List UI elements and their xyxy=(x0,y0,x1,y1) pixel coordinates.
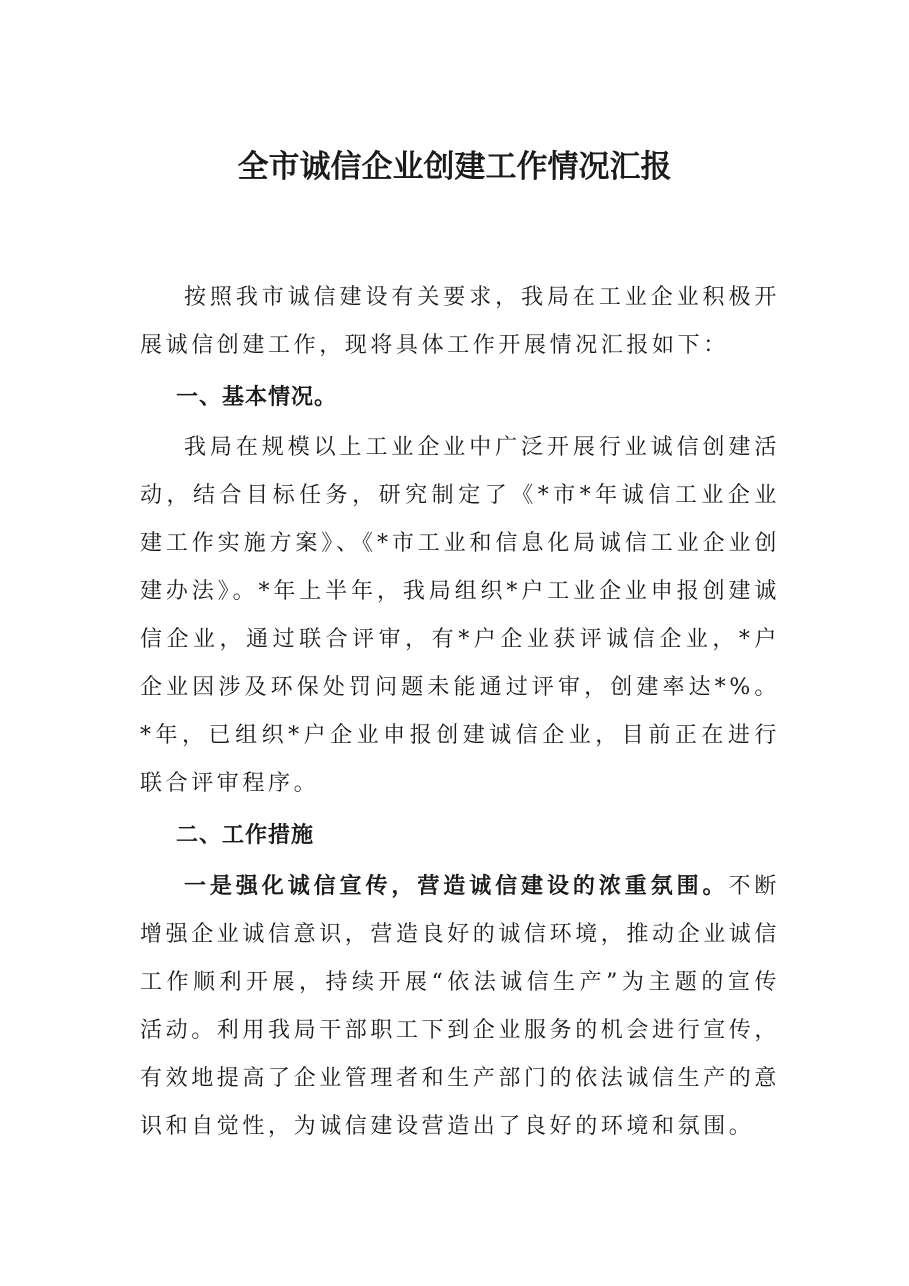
measure-lead-text: 一是强化诚信宣传，营造诚信建设的浓重氛围。 xyxy=(184,873,729,899)
section-heading-basic: 一、基本情况。 xyxy=(176,384,338,410)
document-title: 全市诚信企业创建工作情况汇报 xyxy=(237,149,672,185)
section-basic-paragraph: 我局在规模以上工业企业中广泛开展行业诚信创建活动，结合目标任务，研究制定了《*市*年诚信工业企业建工作实施方案》、《*市工业和信息化局诚信工业企业创建办法》。*年上半年，我局组织*户工业企业申报创建诚信企业，通过联合评审，有*户企业获评诚信企业，*户企业因涉及环保处罚问题未能通过评审，创建率达*%。*年，已组织*户企业申报创建诚信企业，目前正在进行联合评审程序。 xyxy=(140,435,780,796)
measure-paragraph xyxy=(140,862,780,1151)
measure-body-text: 不断增强企业诚信意识，营造良好的诚信环境，推动企业诚信工作顺利开展，持续开展“依法诚信生产”为主题的宣传活动。利用我局干部职工下到企业服务的机会进行宣传，有效地提高了企业管理者和生产部门的依法诚信生产的意识和自觉性，为诚信建设营造出了良好的环境和氛围。 xyxy=(140,874,781,1139)
intro-paragraph: 按照我市诚信建设有关要求，我局在工业企业积极开展诚信创建工作，现将具体工作开展情况汇报如下： xyxy=(140,285,780,358)
document-body xyxy=(140,274,780,1154)
section-heading-measures: 二、工作措施 xyxy=(176,822,315,848)
